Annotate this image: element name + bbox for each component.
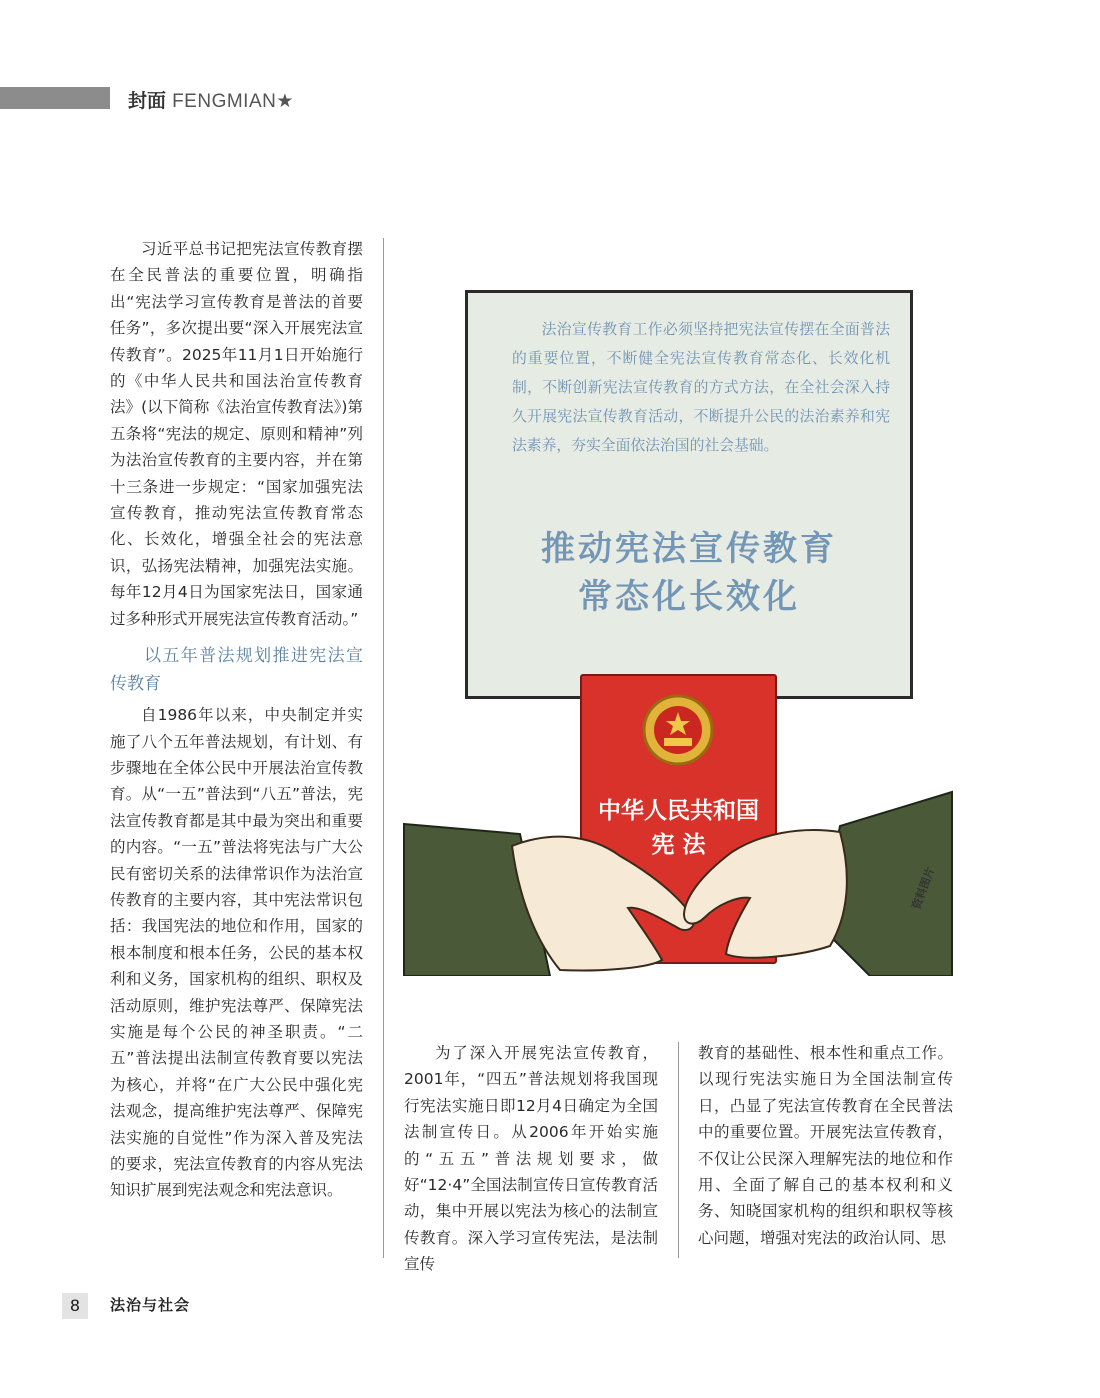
hands-overlay [400,286,956,976]
board-title-line-2: 常态化长效化 [578,577,800,617]
book-title-line-1: 中华人民共和国 [598,797,759,824]
paragraph-legal-day: 为了深入开展宪法宣传教育，2001年，“四五”普法规划将我国现行宪法实施日即12月4日确定为全国法制宣传日。从2006年开始实施的“五五”普法规划要求，做好“12·4”全国法制宣传日宣传教育活动，集中开展以宪法为核心的法制宣传教育。深入学习宣传宪法，是法制宣传 [404,1044,658,1274]
paragraph-continuation: 教育的基础性、根本性和重点工作。以现行宪法实施日为全国法制宣传日，凸显了宪法宣传教育在全民普法中的重要位置。开展宪法宣传教育，不仅让公民深入理解宪法的地位和作用、全面了解自己的基本权利和义务、知晓国家机构的组织和职权等核心问题，增强对宪法的政治认同、思 [698,1044,953,1247]
column-divider [383,238,384,1258]
board-quote-text: 法治宣传教育工作必须坚持把宪法宣传摆在全面普法的重要位置，不断健全宪法宣传教育常态化、长效化机制，不断创新宪法宣传教育的方式方法，在全社会深入持久开展宪法宣传教育活动，不断提升公民的法治素养和宪法素养，夯实全面依法治国的社会基础。 [512,321,890,454]
subheading: 以五年普法规划推进宪法宣传教育 [110,646,363,695]
paragraph-history: 自1986年以来，中央制定并实施了八个五年普法规划，有计划、有步骤地在全体公民中开展法治宣传教育。从“一五”普法到“八五”普法，宪法宣传教育都是其中最为突出和重要的内容。“一五”普法将宪法与广大公民有密切关系的法律常识作为法治宣传教育的主要内容，其中宪法常识包括：我国宪法的地位和作用，国家的根本制度和根本任务，公民的基本权利和义务，国家机构的组织、职权及活动原则，维护宪法尊严、保障宪法实施是每个公民的神圣职责。“二五”普法提出法制宣传教育要以宪法为核心，并将“在广大公民中强化宪法观念，提高维护宪法尊严、保障宪法实施的自觉性”作为深入普及宪法的要求，宪法宣传教育的内容从宪法知识扩展到宪法观念和宪法意识。 [110,706,363,1200]
section-header [128,86,294,113]
article-column-1 [110,236,363,1204]
article-column-2 [404,1040,658,1278]
section-header-bar [0,87,110,109]
image-credit: 资料图片 [909,865,938,912]
article-column-3 [698,1040,953,1251]
section-name-cn: 封面 [128,90,167,112]
section-name-en: FENGMIAN★ [172,91,294,112]
book-title-line-2: 宪 法 [651,831,706,858]
illustration [400,286,956,976]
column-divider [678,1042,679,1258]
paragraph-intro: 习近平总书记把宪法宣传教育摆在全民普法的重要位置，明确指出“宪法学习宣传教育是普法的首要任务”，多次提出要“深入开展宪法宣传教育”。2025年11月1日开始施行的《中华人民共和国法治宣传教育法》(以下简称《法治宣传教育法》)第五条将“宪法的规定、原则和精神”列为法治宣传教育的主要内容，并在第十三条进一步规定：“国家加强宪法宣传教育，推动宪法宣传教育常态化、长效化，增强全社会的宪法意识，弘扬宪法精神，加强宪法实施。每年12月4日为国家宪法日，国家通过多种形式开展宪法宣传教育活动。” [110,240,363,628]
magazine-name: 法治与社会 [110,1296,191,1314]
board-title-line-1: 推动宪法宣传教育 [541,529,837,569]
page-number: 8 [62,1293,88,1319]
